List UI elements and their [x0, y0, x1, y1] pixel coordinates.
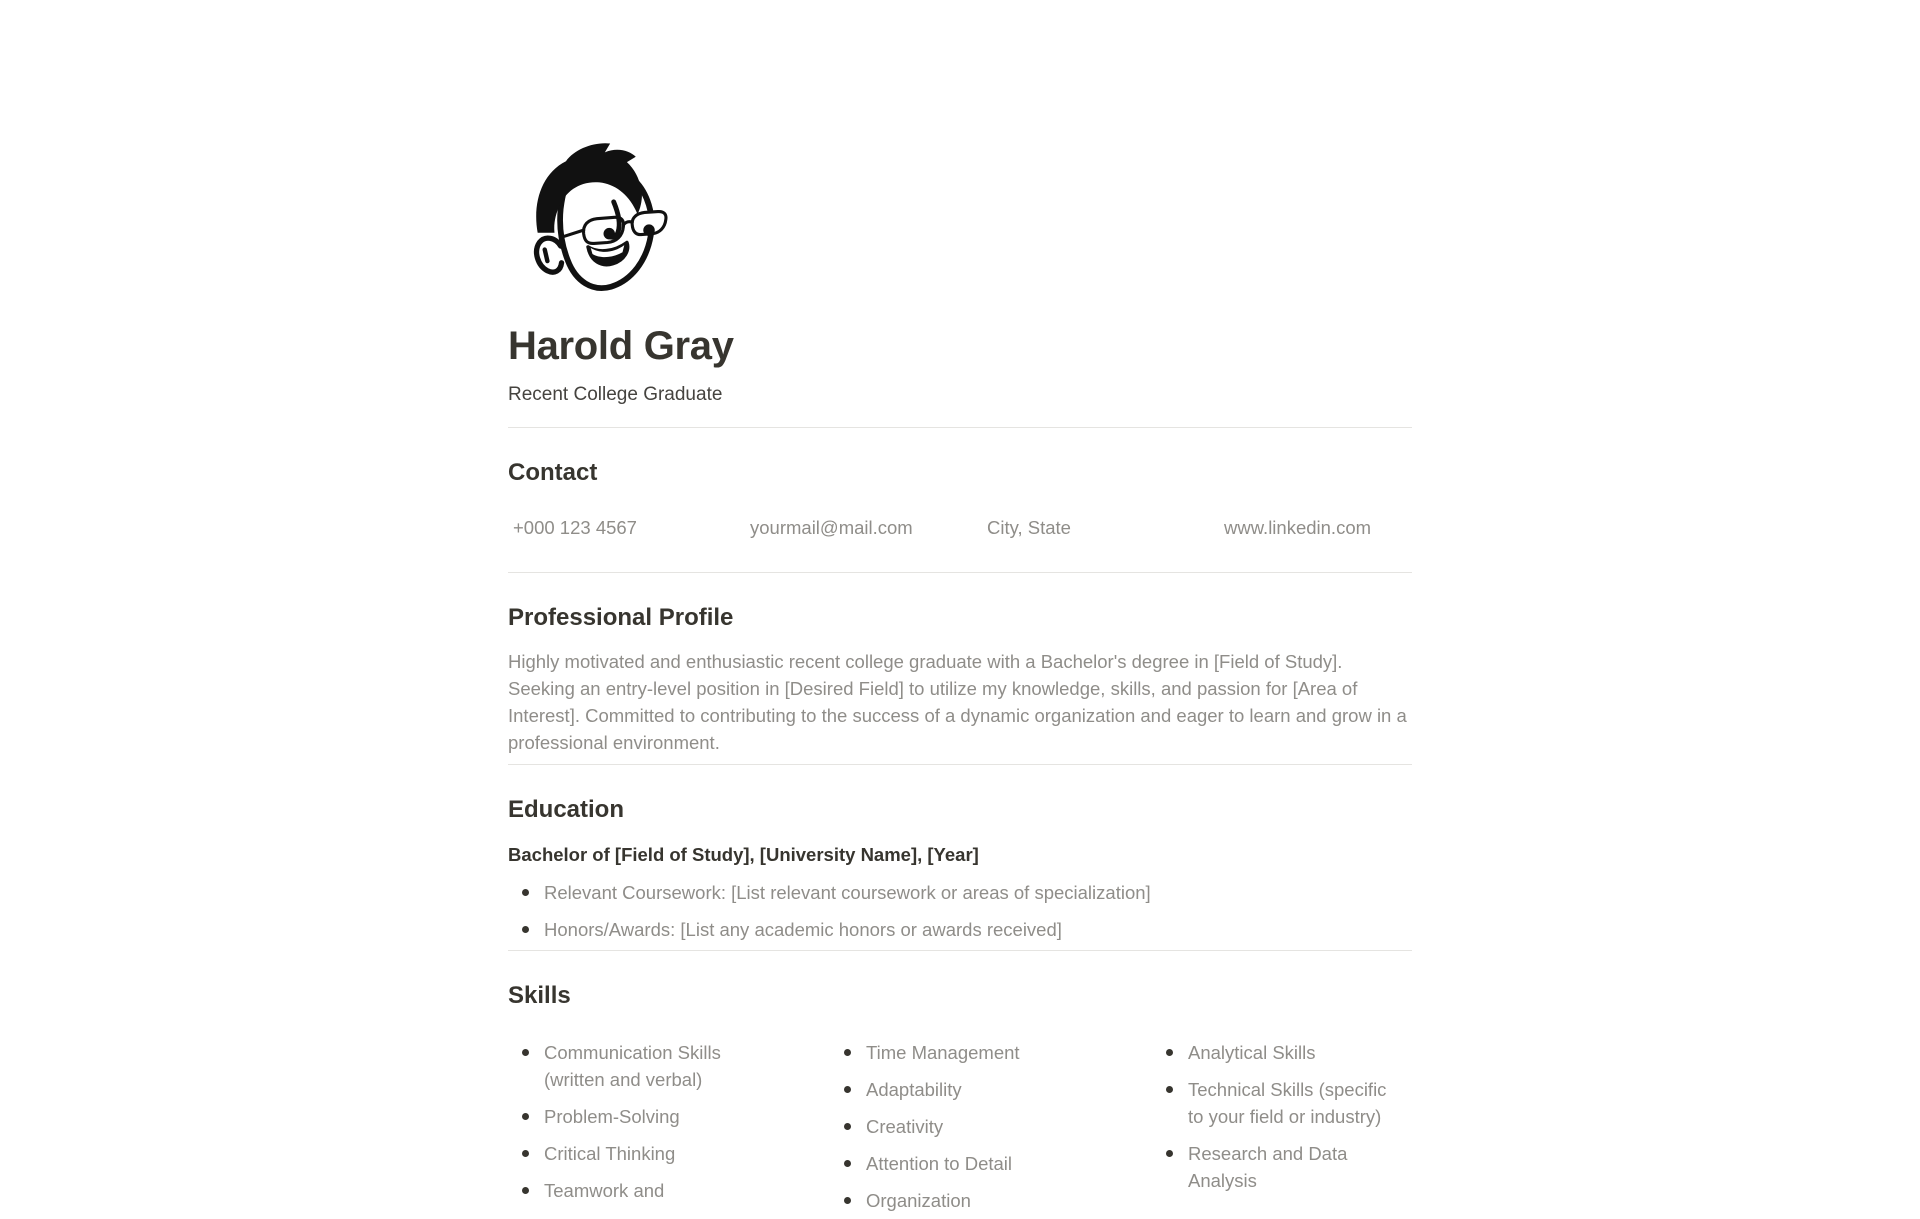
- skill-item: Organization: [830, 1182, 1076, 1219]
- section-heading-profile: Professional Profile: [508, 604, 734, 631]
- section-heading-contact: Contact: [508, 459, 598, 486]
- skill-item: Analytical Skills: [1152, 1034, 1398, 1071]
- skills-column-2: [830, 1034, 1076, 1219]
- divider: [508, 950, 1412, 951]
- divider: [508, 764, 1412, 765]
- skill-item: Attention to Detail: [830, 1145, 1076, 1182]
- skills-grid: [508, 1034, 1412, 1219]
- skill-item: Adaptability: [830, 1071, 1076, 1108]
- contact-website: www.linkedin.com: [1224, 517, 1372, 538]
- contact-location: City, State: [987, 517, 1071, 538]
- section-heading-skills: Skills: [508, 982, 571, 1009]
- page-title: Harold Gray: [508, 324, 734, 368]
- skill-item: Time Management: [830, 1034, 1076, 1071]
- resume-page: [508, 0, 1412, 1219]
- skill-item: Problem-Solving: [508, 1098, 754, 1135]
- skills-section: [508, 981, 1412, 1219]
- education-bullet: Relevant Coursework: [List relevant coursework or areas of specialization]: [508, 874, 1412, 911]
- profile-text: Highly motivated and enthusiastic recent college graduate with a Bachelor's degree in [Field of Study]. Seeking an entry-level position in [Desired Field] to utilize my knowledge, skills, and passion for [Area of Interest]. Committed to contributing to the success of a dynamic organization and eager to learn and grow in a professional environment.: [508, 651, 1407, 753]
- skills-column-1: [508, 1034, 754, 1209]
- subtitle: Recent College Graduate: [508, 384, 723, 405]
- contact-email: yourmail@mail.com: [750, 517, 913, 538]
- section-heading-education: Education: [508, 796, 625, 823]
- profile-section: [508, 603, 1412, 756]
- skill-item: Communication Skills (written and verbal): [508, 1034, 754, 1098]
- avatar: [520, 0, 1412, 299]
- skill-item: Teamwork and: [508, 1172, 754, 1209]
- skill-item: Creativity: [830, 1108, 1076, 1145]
- education-section: [508, 795, 1412, 948]
- contact-grid: [508, 514, 1412, 541]
- contact-section: [508, 458, 1412, 541]
- skill-item: Critical Thinking: [508, 1135, 754, 1172]
- skill-item: Technical Skills (specific to your field or industry): [1152, 1071, 1398, 1135]
- education-bullet: Honors/Awards: [List any academic honors or awards received]: [508, 911, 1412, 948]
- divider: [508, 572, 1412, 573]
- skills-column-3: [1152, 1034, 1398, 1199]
- contact-phone: +000 123 4567: [513, 517, 637, 538]
- education-bullet-list: [508, 874, 1412, 948]
- skill-item: Research and Data Analysis: [1152, 1135, 1398, 1199]
- avatar-man-glasses-icon: [520, 133, 672, 299]
- education-degree: Bachelor of [Field of Study], [University Name], [Year]: [508, 844, 979, 865]
- divider: [508, 427, 1412, 428]
